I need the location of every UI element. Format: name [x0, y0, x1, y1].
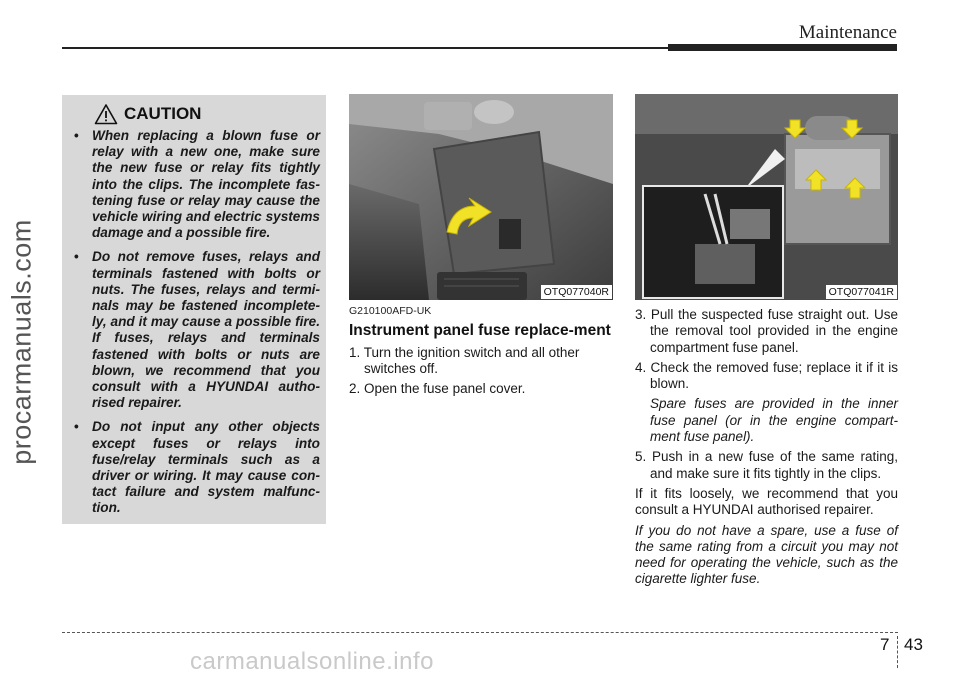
- steps-list: [349, 345, 613, 397]
- no-spare-paragraph: If you do not have a spare, use a fuse of the same rating from a circuit you may not need for operating the vehicle, such as the cigarette lighter fuse.: [635, 522, 898, 587]
- caution-title: CAUTION: [124, 104, 202, 123]
- loose-fit-paragraph: If it fits loosely, we recommend that you consult a HYUNDAI authorised repairer.: [635, 485, 898, 518]
- caution-box: [62, 95, 326, 524]
- figure-instrument-panel: [349, 94, 613, 300]
- caution-item: • Do not input any other objects except fuses or relays into fuse/relay terminals such as a driver or wiring. It may cause con-tact failure and system malfunc-tion.: [74, 419, 320, 516]
- section-continued: [635, 307, 898, 592]
- step-item: 2. Open the fuse panel cover.: [349, 380, 526, 396]
- header-title: Maintenance: [798, 22, 897, 43]
- step-item: 1. Turn the ignition switch and all other switches off.: [349, 345, 580, 377]
- caution-item: • Do not remove fuses, relays and terminals fastened with bolts or nuts. The fuses, relays and termi-nals may be fastened incomplete-ly, and it may cause a possible fire. If fuses, relays and terminals fastened with bolts or nuts are blown, we recommend that you consult with a HYUNDAI autho-rised repairer.: [74, 249, 320, 411]
- section-instrument-panel: [349, 305, 613, 400]
- figure-engine-fuse-box: [635, 94, 898, 300]
- warning-triangle-icon: [94, 103, 118, 125]
- page-separator: [897, 636, 898, 668]
- header-rule-accent: [668, 44, 897, 51]
- figure-code: OTQ077041R: [826, 285, 897, 299]
- section-code: G210100AFD-UK: [349, 305, 432, 317]
- figure-code: OTQ077040R: [541, 285, 612, 299]
- step-3: 3. Pull the suspected fuse straight out. Use the removal tool provided in the engine compartment fuse panel.: [635, 307, 898, 355]
- instrument-panel-photo: [349, 94, 613, 300]
- section-heading: Instrument panel fuse replace-ment: [349, 322, 611, 339]
- side-watermark: [2, 42, 42, 642]
- step-5: 5. Push in a new fuse of the same rating, and make sure it fits tightly in the clips.: [635, 449, 898, 481]
- fuse-box-photo: [635, 94, 898, 300]
- step-4: 4. Check the removed fuse; replace it if it is blown.: [635, 359, 898, 392]
- footer-rule: [62, 632, 898, 633]
- side-watermark-text: procarmanuals.com: [6, 219, 37, 465]
- spare-fuse-note: Spare fuses are provided in the inner fuse panel (or in the engine compart-ment fuse panel).: [650, 396, 898, 445]
- caution-header: [94, 103, 201, 125]
- chapter-number: 7: [880, 635, 890, 654]
- header-rule: [62, 47, 672, 49]
- bottom-watermark: carmanualsonline.info: [190, 648, 434, 675]
- caution-item: • When replacing a blown fuse or relay with a new one, make sure the new fuse or relay fits tightly into the clips. The incomplete fas-tening fuse or relay may cause the vehicle wiring and electric systems damage and a possible fire.: [74, 128, 320, 241]
- caution-list: [72, 128, 320, 525]
- page-number: 43: [904, 635, 923, 654]
